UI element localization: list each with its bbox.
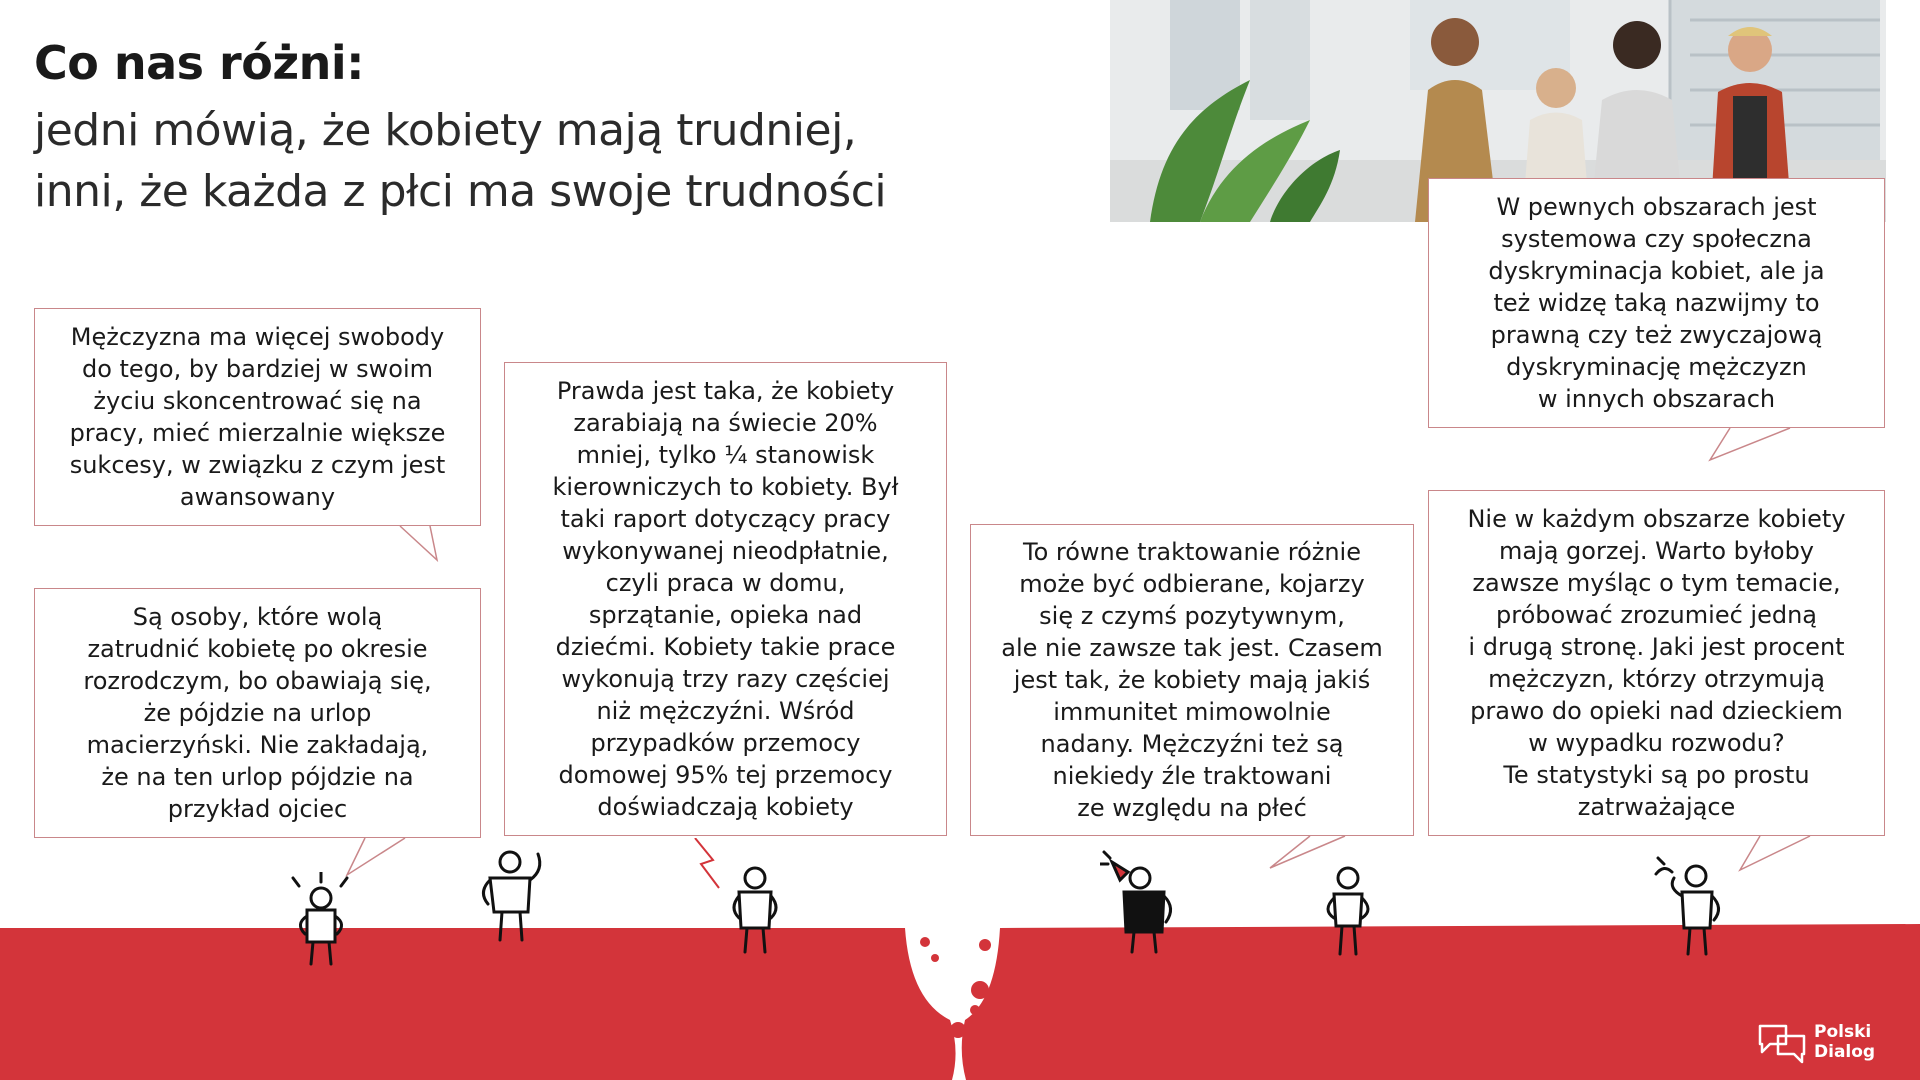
quote-text: W pewnych obszarach jest systemowa czy społeczna dyskryminacja kobiet, ale ja też widzę taką nazwijmy to prawną czy też zwyczajową dyskryminację mężczyzn w innych obszarach [1488, 193, 1825, 413]
quote-text: Nie w każdym obszarze kobiety mają gorzej. Warto byłoby zawsze myśląc o tym temacie, próbować zrozumieć jedną i drugą stronę. Jaki jest procent mężczyzn, którzy otrzymują prawo do opieki nad dzieckiem w wypadku rozwodu? Te statystyki są po prostu zatrważające [1467, 505, 1846, 821]
polski-dialog-logo [1756, 1014, 1896, 1070]
speech-bubbles-icon [1756, 1020, 1808, 1064]
quote-text: Prawda jest taka, że kobiety zarabiają na świecie 20% mniej, tylko ¼ stanowisk kierowniczych to kobiety. Był taki raport dotyczący pracy wykonywanej nieodpłatnie, czyli praca w domu, sprzątanie, opieka nad dziećmi. Kobiety takie prace wykonują trzy razy częściej niż mężczyźni. Wśród przypadków przemocy domowej 95% tej przemocy doświadczają kobiety [552, 377, 899, 821]
quote-text: To równe traktowanie różnie może być odbierane, kojarzy się z czymś pozytywnym, ale nie zawsze tak jest. Czasem jest tak, że kobiety mają jakiś immunitet mimowolnie nadany. Mężczyźni też są niekiedy źle traktowani ze względu na płeć [1001, 538, 1383, 822]
quote-text: Mężczyzna ma więcej swobody do tego, by bardziej w swoim życiu skoncentrować się na pracy, mieć mierzalnie większe sukcesy, w związku z czym jest awansowany [69, 323, 446, 511]
figure-megaphone-icon [1100, 848, 1200, 958]
logo-text: Polski Dialog [1814, 1022, 1876, 1062]
figure-waving-icon [478, 848, 553, 948]
figure-hands-on-hips-icon [1318, 864, 1378, 964]
figure-surprised-icon [285, 872, 355, 972]
page-title: Co nas różni: [34, 36, 365, 90]
quote-text: Są osoby, które wolą zatrudnić kobietę po okresie rozrodczym, bo obawiają się, że pójdzie na urlop macierzyński. Nie zakładają, że na ten urlop pójdzie na przykład ojciec [83, 603, 432, 823]
page-subtitle: jedni mówią, że kobiety mają trudniej, inni, że każda z płci ma swoje trudności [34, 105, 887, 217]
figure-confused-icon [1650, 854, 1730, 964]
figure-hurt-icon [685, 838, 795, 958]
